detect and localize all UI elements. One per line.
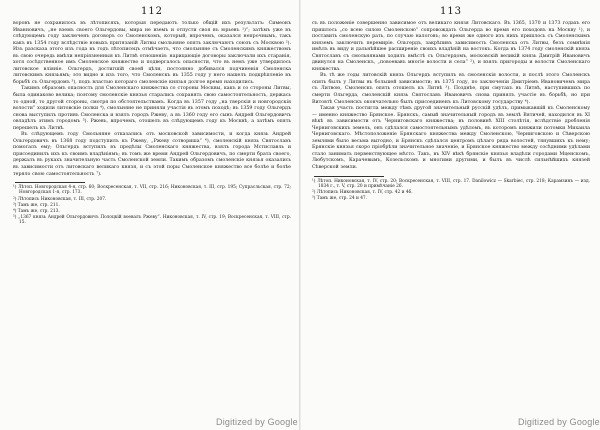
footnote: ²) Лѣтопись Никоновская, т. IV, стр. 42 и 46.: [312, 189, 413, 195]
paragraph: Въ слѣдующемъ году Смольняне отказались отъ московской зависимости, и когда князь Андрей Ольгердовичъ въ 1368 году подступилъ къ Ржеву, „Ржеву сотвориша“ ⁶), смоленскій князь Святославъ помогалъ ему; Ольгердъ вступилъ въ предѣлы Смоленскаго княжества, взялъ города Мстиславль и присоединилъ ихъ къ своимъ владѣніямъ; въ томъ же время Андрей Ольгердовичъ, по смерти брата своего, держалъ въ рукахъ значительную часть Смоленской земли. Такимъ образомъ смоленскіе князья оказались въ зависимости отъ литовскаго великаго князя, и съ этой поры Смоленское княжество все болѣе и болѣе теряло свою самостоятельность ⁷).: [13, 132, 291, 177]
footnote-rule: [15, 182, 85, 183]
paragraph: Такимъ образомъ опасность для Смоленскаго княжества со стороны Москвы, какъ и со стороны Литвы, была одинаково велика; поэтому смоленскіе князья старались сохранять свою самостоятельность, держась то одной, то другой стороны, смотря по обстоятельствамъ. Когда въ 1357 году „на тверскія и новгородскія волости“ ходили литовскіе полки ⁴), смольняне не приняли участія въ этомъ походѣ; въ 1359 году Ольгердъ снова выступилъ противъ Смоленска и взялъ городъ Ржеву, а въ 1360 году его сынъ Андрей Ольгердовичъ овладѣлъ этимъ городомъ ⁵). Ржевъ, впрочемъ, отошелъ въ слѣдующемъ году къ Москвѣ, а затѣмъ опять перешелъ къ Литвѣ.: [13, 86, 291, 131]
page-body: [13, 21, 291, 178]
paragraph: воровъ не сохранилось въ лѣтописяхъ, которыя передаютъ только общій ихъ результатъ: Симеонъ Иванновичъ, „не вземъ своего Ольгердовы, мира не вземъ и отпусти своя въ юрьевъ ¹)“; затѣмъ уже въ слѣдующемъ году заключенъ договоръ со Смоленскомъ, который, впрочемъ, оказался непрочнымъ, такъ какъ въ 1354 году вслѣдствіе новыхъ притязаній Литвы смольняне опять заключаютъ союзъ съ Москвою ²). Изъ разсказа этого изъ года въ годъ лѣтописецъ отмѣчаетъ, что смольняне съ Смоленскимъ княжествомъ въ свою очередь имѣли непріязненныя къ Литвѣ отношенія: нарицающіе договоры заключали ихъ старанія, хотя сосѣдственное имъ Смоленское княжество и подвергалось опасности, что въ немъ уже утвердилось литовское вліяніе. Ольгердъ, достигшій своей цѣли, постоянно добивался подчиненія Смоленска литовскимъ князьямъ; это видно и изъ того, что Смоленскъ въ 1355 году у него нашелъ подкрѣпленіе въ борьбѣ съ Ольгердомъ ³), подъ властью котораго смоленскіе князья долгое время находились.: [13, 21, 291, 85]
footnote: ³) Тамъ же, стр. 211.: [13, 202, 60, 208]
google-watermark: Digitized by Google: [216, 417, 298, 427]
paragraph: Такая участь постигла между тѣмъ другой значительный русскій удѣлъ, примыкавшій къ Смоленскому — именно княжество Брянское. Брянскъ, самый значительный городъ въ землѣ Вятичей, находился въ XI вѣкѣ въ зависимости отъ Черниговскаго княжества; въ половинѣ XIII столѣтія, вслѣдствіе дробленія Черниговскихъ земель, онъ сдѣлался самостоятельнымъ удѣломъ, въ которомъ княжили потомки Михаила Черниговскаго. Мѣстоположеніе Брянскаго княжества между Смоленскою, Черниговскою и Сѣверскою землями было весьма выгодно, и Брянскъ сдѣлался центромъ цѣлаго ряда волостей, тянувшихъ къ нему; Брянскіе князья скоро пріобрѣли значительное значеніе, и Брянское княжество между сосѣдними удѣлами стало занимать первенствующее мѣсто. Такъ, въ XIV вѣкѣ брянскіе князья владѣли городами Мценскомъ, Любутскомъ, Карачевымъ, Козельскомъ и многими другими, и былъ въ числѣ сильнѣйшихъ князей Сѣверской земли.: [312, 106, 590, 171]
footnotes: [312, 179, 590, 202]
footnote-rule: [314, 176, 384, 177]
right-page: [312, 6, 590, 424]
paragraph: съ въ положеніе совершенно зависимое отъ великаго князя Литовскаго. Въ 1365, 1370 и 1373 годахъ его пришлось „со всею силою Смоленскою“ сопровождать Ольгерда во время его походовъ на Москву ¹), и поставить смоленскую рать, по случаю налоговъ; во время же одного изъ нихъ пришлось съ Смоленскимъ княземъ заключить перемиріе. Ольгердъ, закрѣпивъ зависимость Смоленска отъ Литвы, безъ сомнѣнія имѣлъ въ виду и дальнѣйшее расширеніе своихъ владѣній на востокъ. Когда въ 1374 году смоленскій князь Святославъ съ смольнянами ходилъ вмѣстѣ съ Ольгердомъ, московскій великій князь Дмитрій Ивановичъ двинулся на Смоленскъ, „повоевавъ многіе волости и села“ ²), и взялъ пригороды и волости Смоленскаго княжества.: [312, 21, 590, 72]
paragraph: Въ тѣ же годы литовскій князь Ольгердъ вступилъ въ смоленскія волости, и послѣ этого Смоленскъ опять былъ у Литвы въ большей зависимости; въ 1375 году, по заключеніи Дмитріемъ Ивановичемъ мира съ Литвою, Смоленскъ опять отошелъ къ Литвѣ ³). Позднѣе, при смутахъ въ Литвѣ, наступившихъ по смерти Ольгерда, смоленскій князь Святославъ Ивановичъ снова принялъ участіе въ борьбѣ, но при Витовтѣ Смоленскъ окончательно былъ присоединенъ къ Литовскому государству ⁴).: [312, 73, 590, 105]
footnote: ¹) Лѣтоп. Новгородская 4-я, стр. 60; Воскресенская, т. VII, стр. 216; Никоновская, т. III, стр. 195; Супрасльская, стр. 72; Новгородская 1-я, стр. 173.: [13, 185, 291, 196]
footnote: ³) Тамъ же, стр. 24 и 47.: [312, 196, 368, 202]
page-number: 112: [140, 6, 164, 17]
google-watermark: Digitized by Google: [518, 417, 600, 427]
footnote: ⁵) „1367 князь Андрей Ольгердовичъ Полоцкій воевалъ Ржеву“. Никоновская, т. IV, стр. 19; Воскресенская, т. VIII, стр. 15.: [13, 214, 291, 226]
page-body: [312, 21, 590, 172]
page-number: 113: [439, 6, 463, 17]
footnotes: [13, 185, 291, 225]
book-gutter: [299, 0, 301, 430]
left-page: [13, 6, 291, 424]
footnote: ¹) Лѣтоп. Никоновская, т. IV, стр. 20; Воскресенская, т. VIII, стр. 17. Danilowicz — Skarbiec, стр. 218; Карамзинъ — изд. 1834 г., т. V, стр. 20 и примѣчаніе 26.: [312, 178, 590, 189]
footnote: ⁴) Тамъ же, стр. 213.: [13, 208, 60, 214]
footnote: ²) Лѣтопись Никоновская, т. III, стр. 207.: [13, 196, 107, 202]
